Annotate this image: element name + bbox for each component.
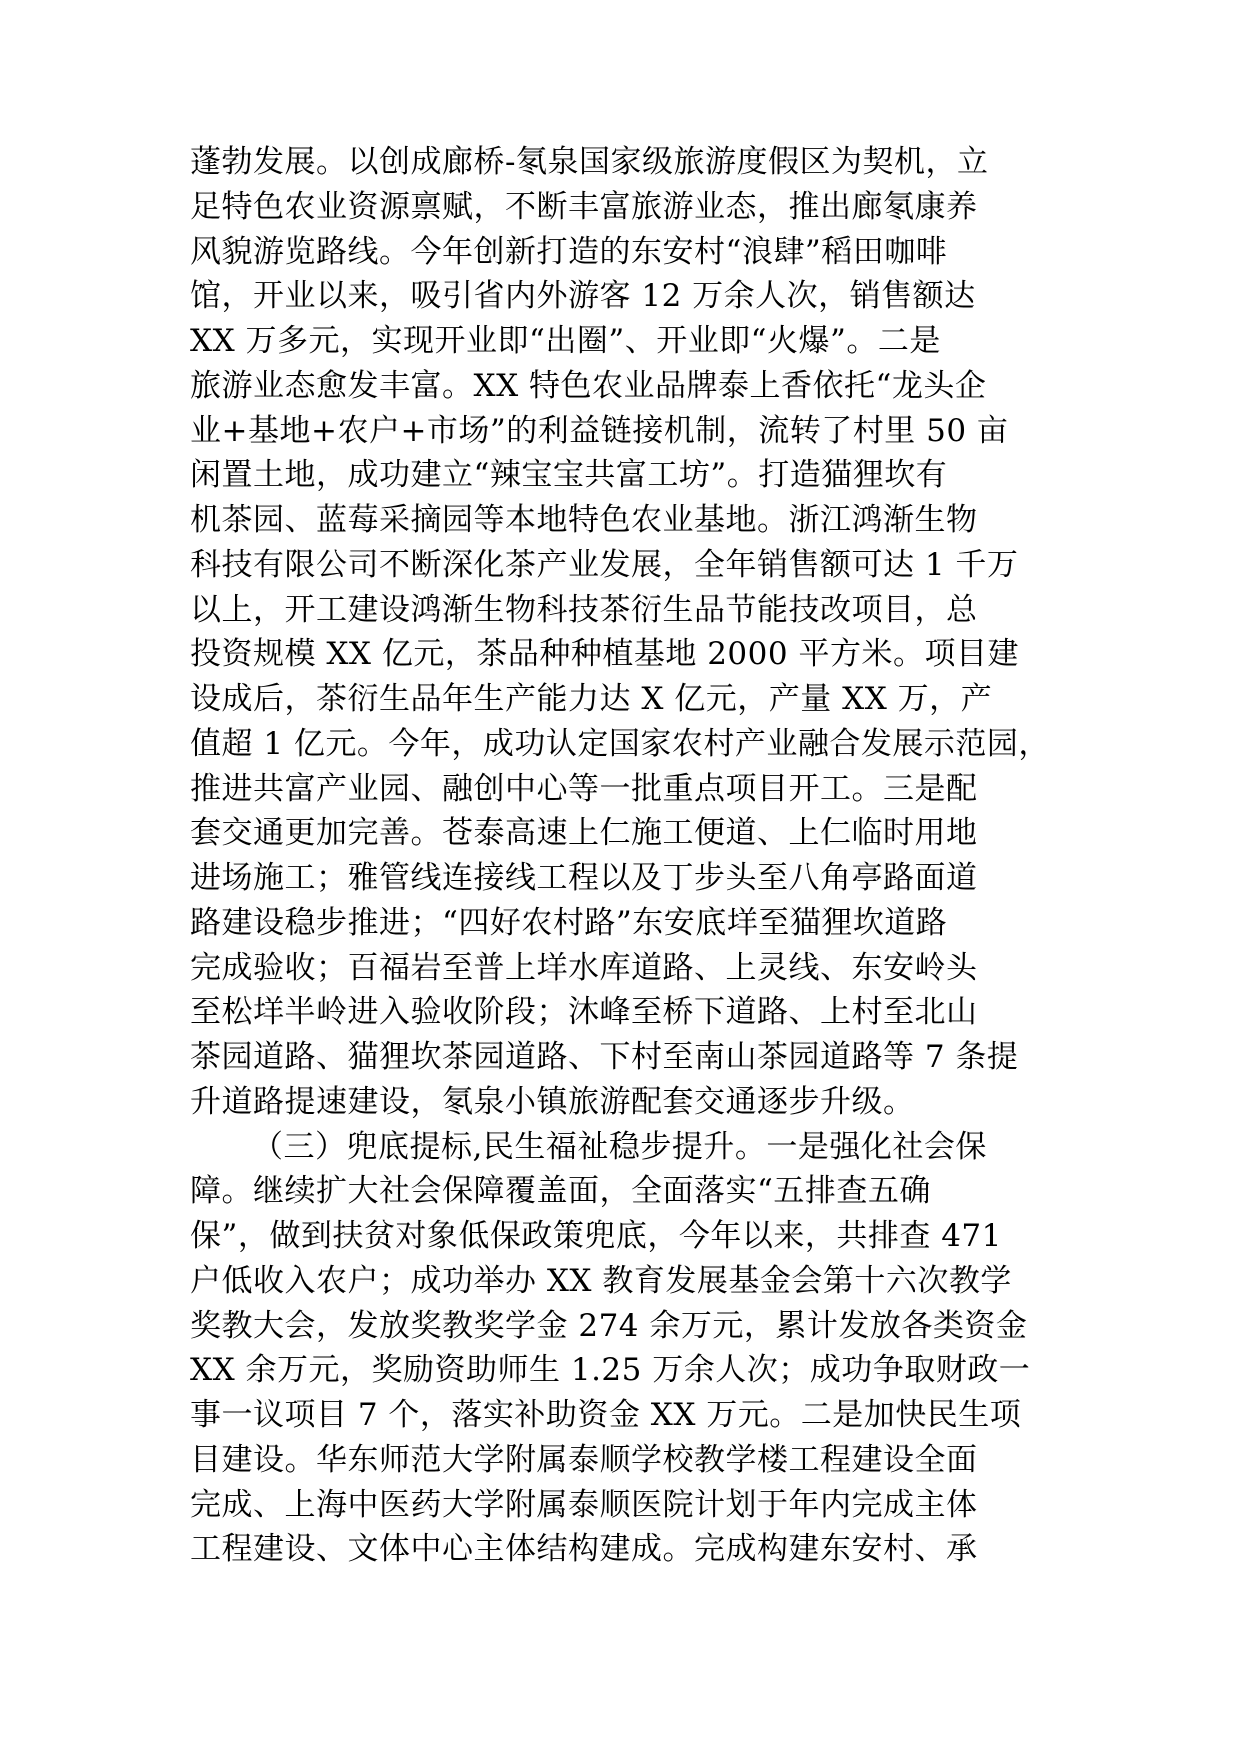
text-line: 套交通更加完善。苍泰高速上仁施工便道、上仁临时用地	[190, 815, 978, 852]
text-line: 以上，开工建设鸿渐生物科技茶衍生品节能技改项目，总	[190, 591, 978, 628]
text-line: 旅游业态愈发丰富。XX 特色农业品牌泰上香依托“龙头企	[190, 367, 987, 404]
text-line: 闲置土地，成功建立“辣宝宝共富工坊”。打造猫狸坎有	[190, 457, 948, 494]
text-line: 机茶园、蓝莓采摘园等本地特色农业基地。浙江鸿渐生物	[190, 502, 978, 538]
text-line: 科技有限公司不断深化茶产业发展，全年销售额可达 1 千万	[190, 546, 1019, 583]
section-heading-line: （三）兜底提标,民生福祉稳步提升。一是强化社会保	[252, 1128, 987, 1165]
text-line: 风貌游览路线。今年创新打造的东安村“浪肆”稻田咖啡	[190, 233, 948, 270]
text-line: 奖教大会，发放奖教奖学金 274 余万元，累计发放各类资金	[190, 1307, 1028, 1344]
text-line: 工程建设、文体中心主体结构建成。完成构建东安村、承	[190, 1531, 978, 1568]
text-line: 投资规模 XX 亿元，茶品种种植基地 2000 平方米。项目建	[190, 636, 1019, 673]
text-line: 茶园道路、猫狸坎茶园道路、下村至南山茶园道路等 7 条提	[190, 1039, 1019, 1075]
text-line: 业+基地+农户+市场”的利益链接机制，流转了村里 50 亩	[190, 412, 1009, 449]
text-line: 至松垟半岭进入验收阶段；沐峰至桥下道路、上村至北山	[190, 994, 978, 1031]
text-line: 户低收入农户；成功举办 XX 教育发展基金会第十六次教学	[190, 1262, 1012, 1299]
text-line: 保”，做到扶贫对象低保政策兜底，今年以来，共排查 471	[190, 1218, 1002, 1254]
text-line: 完成验收；百福岩至普上垟水库道路、上灵线、东安岭头	[190, 949, 978, 986]
text-line: 目建设。华东师范大学附属泰顺学校教学楼工程建设全面	[190, 1441, 978, 1478]
text-line: 足特色农业资源禀赋，不断丰富旅游业态，推出廊氡康养	[190, 188, 978, 225]
body-text	[190, 140, 1060, 1572]
text-line: 馆，开业以来，吸引省内外游客 12 万余人次，销售额达	[190, 278, 976, 315]
text-line: 事一议项目 7 个，落实补助资金 XX 万元。二是加快民生项	[190, 1397, 1022, 1433]
text-line: 推进共富产业园、融创中心等一批重点项目开工。三是配	[190, 770, 978, 807]
text-line: 进场施工；雅管线连接线工程以及丁步头至八角亭路面道	[190, 860, 978, 896]
text-line: 障。继续扩大社会保障覆盖面，全面落实“五排查五确	[190, 1173, 931, 1210]
text-line: 路建设稳步推进；“四好农村路”东安底垟至猫狸坎道路	[190, 904, 948, 941]
text-line: 升道路提速建设，氡泉小镇旅游配套交通逐步升级。	[190, 1083, 915, 1120]
text-line: 设成后，茶衍生品年生产能力达 X 亿元，产量 XX 万，产	[190, 681, 993, 717]
text-line: 完成、上海中医药大学附属泰顺医院计划于年内完成主体	[190, 1486, 978, 1523]
text-line: 蓬勃发展。以创成廊桥-氡泉国家级旅游度假区为契机，立	[190, 144, 989, 180]
text-line: XX 万多元，实现开业即“出圈”、开业即“火爆”。二是	[190, 323, 941, 359]
text-line: XX 余万元，奖励资助师生 1.25 万余人次；成功争取财政一	[190, 1352, 1031, 1389]
text-line: 值超 1 亿元。今年，成功认定国家农村产业融合发展示范园，	[190, 725, 1050, 762]
